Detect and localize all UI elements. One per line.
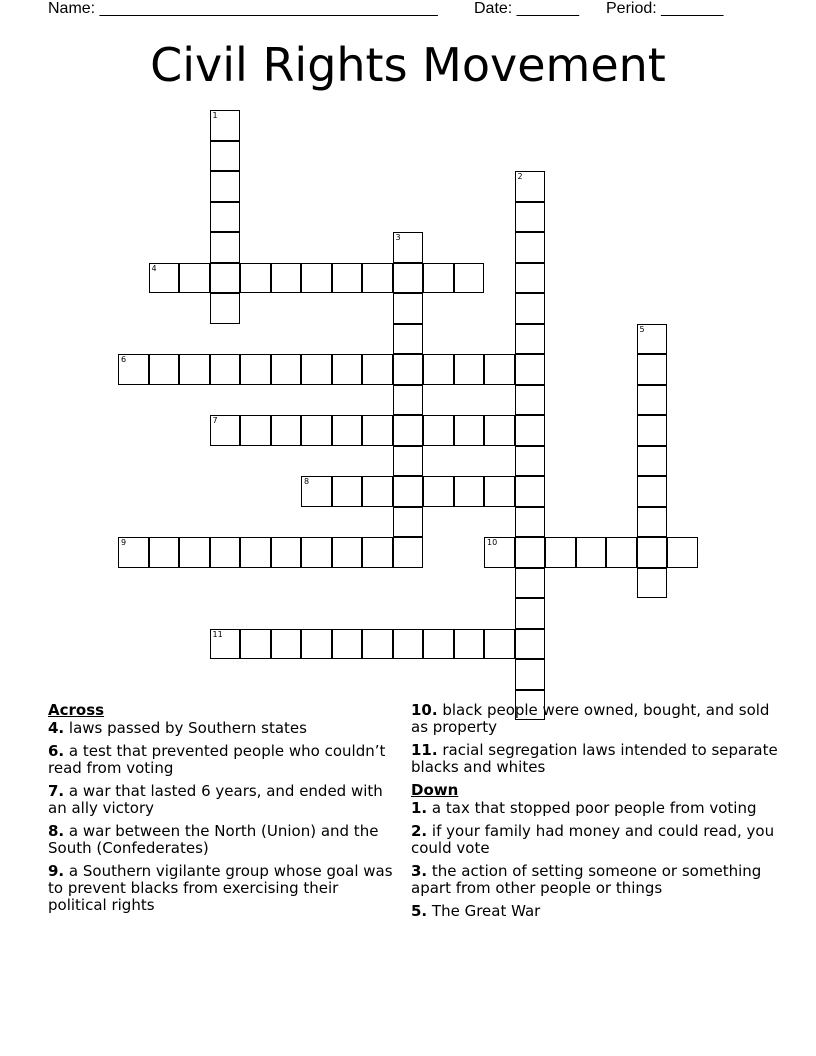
crossword-cell[interactable] xyxy=(240,537,271,568)
clue-text: a war that lasted 6 years, and ended with an ally victory xyxy=(48,782,383,817)
crossword-cell[interactable] xyxy=(454,629,485,660)
crossword-cell[interactable] xyxy=(393,354,424,385)
crossword-cell[interactable] xyxy=(240,629,271,660)
crossword-cell[interactable] xyxy=(362,415,393,446)
down-heading: Down xyxy=(411,781,459,799)
crossword-cell[interactable] xyxy=(484,476,515,507)
crossword-cell[interactable] xyxy=(210,202,241,233)
clue-number: 10. xyxy=(411,701,438,719)
crossword-cell[interactable] xyxy=(515,232,546,263)
crossword-cell[interactable] xyxy=(240,415,271,446)
clue-across-11 xyxy=(411,742,781,776)
crossword-cell[interactable] xyxy=(423,354,454,385)
crossword-cell[interactable] xyxy=(637,537,668,568)
crossword-cell[interactable] xyxy=(362,354,393,385)
crossword-cell[interactable] xyxy=(515,385,546,416)
crossword-cell[interactable] xyxy=(118,354,149,385)
crossword-cell[interactable] xyxy=(515,598,546,629)
crossword-cell[interactable] xyxy=(210,293,241,324)
crossword-cell[interactable] xyxy=(240,354,271,385)
crossword-cell[interactable] xyxy=(362,537,393,568)
clue-across-7 xyxy=(48,783,400,817)
clue-down-3 xyxy=(411,863,781,897)
crossword-cell[interactable] xyxy=(393,324,424,355)
crossword-cell[interactable] xyxy=(393,629,424,660)
crossword-cell[interactable] xyxy=(210,141,241,172)
clue-number-label: 7 xyxy=(212,416,218,425)
crossword-cell[interactable] xyxy=(118,537,149,568)
crossword-cell[interactable] xyxy=(515,507,546,538)
crossword-cell[interactable] xyxy=(515,446,546,477)
crossword-cell[interactable] xyxy=(515,354,546,385)
clue-down-1 xyxy=(411,800,781,817)
across-heading: Across xyxy=(48,701,105,719)
crossword-cell[interactable] xyxy=(301,537,332,568)
clue-text: if your family had money and could read, you could vote xyxy=(411,822,775,857)
crossword-cell[interactable] xyxy=(484,354,515,385)
crossword-cell[interactable] xyxy=(576,537,607,568)
crossword-cell[interactable] xyxy=(393,293,424,324)
clue-down-2 xyxy=(411,823,781,857)
clue-number: 7. xyxy=(48,782,65,800)
crossword-cell[interactable] xyxy=(393,446,424,477)
crossword-cell[interactable] xyxy=(271,415,302,446)
crossword-cell[interactable] xyxy=(301,476,332,507)
crossword-cell[interactable] xyxy=(393,507,424,538)
crossword-cell[interactable] xyxy=(179,354,210,385)
crossword-cell[interactable] xyxy=(210,232,241,263)
clue-text: a war between the North (Union) and the South (Confederates) xyxy=(48,822,379,857)
crossword-cell[interactable] xyxy=(515,537,546,568)
crossword-cell[interactable] xyxy=(423,476,454,507)
clue-number-label: 4 xyxy=(151,263,157,273)
clue-number-label: 11 xyxy=(212,629,223,639)
crossword-cell[interactable] xyxy=(393,537,424,568)
clue-number-label: 6 xyxy=(121,355,127,364)
crossword-cell[interactable] xyxy=(210,171,241,202)
crossword-cell[interactable] xyxy=(545,537,576,568)
clue-number-label: 5 xyxy=(639,324,645,334)
crossword-cell[interactable] xyxy=(210,415,241,446)
clue-down-5 xyxy=(411,903,781,920)
crossword-cell[interactable] xyxy=(240,263,271,294)
crossword-cell[interactable] xyxy=(332,263,363,294)
clue-number: 9. xyxy=(48,862,65,880)
crossword-cell[interactable] xyxy=(271,263,302,294)
crossword-cell[interactable] xyxy=(515,629,546,660)
crossword-cell[interactable] xyxy=(454,354,485,385)
crossword-cell[interactable] xyxy=(362,476,393,507)
crossword-cell[interactable] xyxy=(515,476,546,507)
crossword-cell[interactable] xyxy=(210,354,241,385)
crossword-cell[interactable] xyxy=(332,629,363,660)
crossword-cell[interactable] xyxy=(393,232,424,263)
crossword-cell[interactable] xyxy=(484,629,515,660)
clue-number: 11. xyxy=(411,741,438,759)
crossword-cell[interactable] xyxy=(423,263,454,294)
crossword-cell[interactable] xyxy=(301,354,332,385)
crossword-cell[interactable] xyxy=(515,263,546,294)
crossword-cell[interactable] xyxy=(301,263,332,294)
clue-across-10 xyxy=(411,702,781,736)
crossword-cell[interactable] xyxy=(515,568,546,599)
crossword-cell[interactable] xyxy=(637,324,668,355)
clue-number: 8. xyxy=(48,822,65,840)
crossword-cell[interactable] xyxy=(515,324,546,355)
clue-number-label: 1 xyxy=(212,111,218,120)
crossword-cell[interactable] xyxy=(179,537,210,568)
clue-text: black people were owned, bought, and sold as property xyxy=(411,701,770,736)
page-title: Civil Rights Movement xyxy=(150,38,666,92)
clue-across-9 xyxy=(48,863,400,914)
crossword-cell[interactable] xyxy=(393,415,424,446)
clue-number: 4. xyxy=(48,719,65,737)
clue-number-label: 2 xyxy=(517,172,523,181)
clue-number: 5. xyxy=(411,902,428,920)
crossword-cell[interactable] xyxy=(606,537,637,568)
crossword-cell[interactable] xyxy=(332,415,363,446)
clues-column-right xyxy=(411,702,781,926)
crossword-cell[interactable] xyxy=(454,263,485,294)
clue-text: a test that prevented people who couldn’t read from voting xyxy=(48,742,386,777)
crossword-cell[interactable] xyxy=(362,263,393,294)
clue-number-label: 9 xyxy=(121,538,127,547)
crossword-cell[interactable] xyxy=(271,537,302,568)
crossword-cell[interactable] xyxy=(149,263,180,294)
clue-text: a tax that stopped poor people from voting xyxy=(431,799,757,817)
crossword-cell[interactable] xyxy=(515,171,546,202)
crossword-cell[interactable] xyxy=(210,537,241,568)
crossword-cell[interactable] xyxy=(454,476,485,507)
crossword-cell[interactable] xyxy=(332,354,363,385)
clue-number-label: 3 xyxy=(395,233,401,242)
clue-text: laws passed by Southern states xyxy=(68,719,307,737)
clues-column-left xyxy=(48,702,400,920)
crossword-cell[interactable] xyxy=(271,354,302,385)
crossword-cell[interactable] xyxy=(637,476,668,507)
crossword-cell[interactable] xyxy=(301,415,332,446)
crossword-cell[interactable] xyxy=(484,537,515,568)
name-field-label[interactable]: Name: ______________________________________ xyxy=(48,0,438,17)
clue-text: racial segregation laws intended to separate blacks and whites xyxy=(411,741,778,776)
crossword-cell[interactable] xyxy=(423,629,454,660)
crossword-cell[interactable] xyxy=(332,537,363,568)
clue-text: a Southern vigilante group whose goal was to prevent blacks from exercising their political rights xyxy=(48,862,393,914)
crossword-cell[interactable] xyxy=(637,354,668,385)
crossword-cell[interactable] xyxy=(362,629,393,660)
clue-number-label: 8 xyxy=(304,477,310,486)
crossword-cell[interactable] xyxy=(637,446,668,477)
crossword-cell[interactable] xyxy=(637,507,668,538)
crossword-cell[interactable] xyxy=(515,202,546,233)
crossword-cell[interactable] xyxy=(271,629,302,660)
clue-across-4 xyxy=(48,720,400,737)
crossword-cell[interactable] xyxy=(393,263,424,294)
crossword-cell[interactable] xyxy=(210,110,241,141)
crossword-cell[interactable] xyxy=(149,537,180,568)
crossword-cell[interactable] xyxy=(515,293,546,324)
crossword-cell[interactable] xyxy=(454,415,485,446)
crossword-cell[interactable] xyxy=(423,415,454,446)
crossword-cell[interactable] xyxy=(393,476,424,507)
crossword-cell[interactable] xyxy=(637,568,668,599)
clue-text: the action of setting someone or something apart from other people or things xyxy=(411,862,762,897)
crossword-cell[interactable] xyxy=(210,629,241,660)
crossword-cell[interactable] xyxy=(515,659,546,690)
crossword-cell[interactable] xyxy=(484,415,515,446)
crossword-cell[interactable] xyxy=(393,385,424,416)
crossword-cell[interactable] xyxy=(301,629,332,660)
date-field-label[interactable]: Date: _______ xyxy=(474,0,579,17)
clue-across-6 xyxy=(48,743,400,777)
crossword-cell[interactable] xyxy=(637,415,668,446)
clue-text: The Great War xyxy=(431,902,541,920)
clue-number: 6. xyxy=(48,742,65,760)
crossword-cell[interactable] xyxy=(637,385,668,416)
clue-number: 1. xyxy=(411,799,428,817)
crossword-cell[interactable] xyxy=(210,263,241,294)
clue-number: 3. xyxy=(411,862,428,880)
crossword-cell[interactable] xyxy=(179,263,210,294)
crossword-cell[interactable] xyxy=(667,537,698,568)
period-field-label[interactable]: Period: _______ xyxy=(606,0,724,17)
clue-across-8 xyxy=(48,823,400,857)
crossword-cell[interactable] xyxy=(515,415,546,446)
clue-number: 2. xyxy=(411,822,428,840)
clue-number-label: 10 xyxy=(487,538,498,547)
crossword-cell[interactable] xyxy=(149,354,180,385)
crossword-cell[interactable] xyxy=(332,476,363,507)
